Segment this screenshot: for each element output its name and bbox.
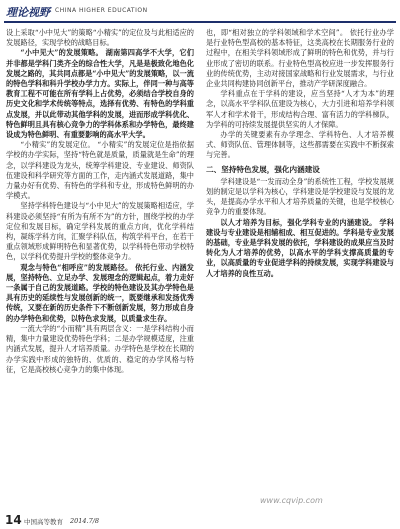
left-column (6, 28, 194, 518)
column-subtitle: CHINA HIGHER EDUCATION (55, 7, 148, 14)
paragraph: 以人才培养为目标，强化学科专业的内涵建设。 学科建设与专业建设是相辅相成、相互促进的。学科是专业发展的基础，专业是学科发展的依托，学科建设的成果应当及时转化为人才培养的优势，以高水平的学科支撑高质量的专业，以高质量的专业促进学科的持续发展，实现学科建设与人才培养的良性互动。 (206, 217, 394, 278)
right-column (206, 28, 394, 508)
issue-number: 2014.7/8 (70, 517, 100, 525)
paragraph: 一流大学的“小而精”具有两层含义：一是学科结构小而精，集中力量建设优势特色学科；二是办学规模适度，注重内涵式发展，提升人才培养质量。办学特色是学校在长期的办学实践中形成的独特的、优质的、稳定的办学风格与特征，它是高校核心竞争力的集中体现。 (6, 323, 194, 374)
journal-name: 中国高等教育 (24, 518, 63, 526)
paragraph: 办学的关键要素有办学理念、学科特色、人才培养模式、师资队伍、管理体制等，这些都需要在实践中不断探索与完善。 (206, 130, 394, 160)
paragraph: “小中见大”的发展策略。 湖南第四高学不大学，它们并非都是学科门类齐全的综合性大学，凡是是极致化地色化发展之路的，其共同点都是“小中见大”的发展策略，以一流的特色学科和科升学校办学力方。实际上，伴同一种与高等教育工程不可能在所有学科上占优势，必须结合学校自身的历史文化和学术传统等特点，选择有优势、有特色的学科重点发展，并以此带动其他学科的发展，进而形成学科优化、特色鲜明且具有核心竞争力的学科体系和办学特色，最终建设成为特色鲜明、有重要影响的高水平大学。 (6, 48, 194, 140)
page-header (0, 0, 400, 26)
page-footer (0, 512, 400, 529)
paragraph: 观念与特色“相呼应”的发展路径。 依托行业、内涵发展，坚持特色、立足办学、发展理念的逻辑起点，着力走好一条属于自己的发展道路。学校的特色建设及其办学特色是具有历史的延续性与发展创新的统一，既要继承和发扬优秀传统，又要在新的历史条件下不断创新发展，努力形成自身的办学特色和优势，以特色求发展，以质量求生存。 (6, 262, 194, 323)
watermark: www.cqvip.com (260, 496, 323, 505)
paragraph: 坚持学科特色建设与“小中见大”的发展策略相适应，学科建设必须坚持“有所为有所不为”的方针，围绕学校的办学定位和发展目标，确定学科发展的重点方向，优化学科结构，凝练学科方向，汇聚学科队伍，构筑学科平台，在若干重点领域形成鲜明特色和显著优势，以学科特色带动学校特色，以学科优势提升学校的整体竞争力。 (6, 201, 194, 262)
header-rule (4, 21, 396, 23)
section-heading: 二、坚持特色发展，强化内涵建设 (206, 164, 320, 174)
page-number: 14 (5, 513, 22, 527)
paragraph: 设上采取“小中见大”的策略“小精实”的定位及与此相适应的发展路径，实现学校的战略目标。 (6, 28, 194, 48)
paragraph: 也，即“相对独立的学科领域和学术空间”。 依托行业办学是行业特色型高校的基本特征，这类高校在长期服务行业的过程中，在相关学科领域形成了鲜明的特色和优势，并与行业形成了密切的联系。行业特色型高校应进一步发挥服务行业的传统优势，主动对接国家战略和行业发展需求，与行业企业共同构建协同创新平台，推动产学研深度融合。 (206, 28, 394, 89)
paragraph: “小精实”的发展定位。 “小精实”的发展定位是指依据学校的办学实际，坚持“特色就是质量，质量就是生命”的理念，以学科建设为龙头，统筹学科建设、专业建设、师资队伍建设和科学研究等方面的工作，走内涵式发展道路，集中力量办好有优势、有特色的学科和专业，形成特色鲜明的办学模式。 (6, 140, 194, 201)
column-title: 理论视野 (6, 6, 50, 19)
paragraph: 学科建设是“一发而动全身”的系统性工程，学校发展规划的制定是以学科为核心，学科建设是学校建设与发展的龙头，是提高办学水平和人才培养质量的关键，也是学校核心竞争力的重要体现。 (206, 176, 394, 217)
paragraph: 学科重点在于学科的建设，应当坚持“人才为本”的理念，以高水平学科队伍建设为核心，大力引进和培养学科领军人才和学术骨干，形成结构合理、富有活力的学科梯队，为学科的可持续发展提供坚实的人才保障。 (206, 89, 394, 129)
